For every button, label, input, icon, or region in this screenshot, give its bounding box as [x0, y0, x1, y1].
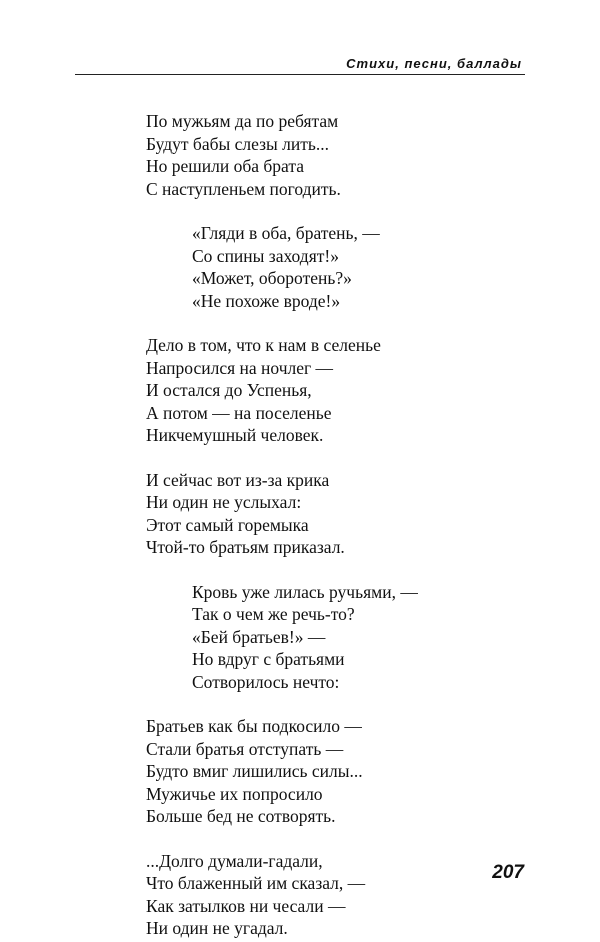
- stanza-7: [146, 850, 546, 940]
- poem-line: Что блаженный им сказал, —: [146, 873, 366, 893]
- poem-line: Так о чем же речь-то?: [192, 604, 355, 624]
- poem-line: По мужьям да по ребятам: [146, 111, 339, 131]
- stanza-4: [146, 469, 546, 559]
- poem-line: Стали братья отступать —: [146, 738, 344, 759]
- stanza-2: [192, 222, 546, 312]
- poem-line: Этот самый горемыка: [146, 514, 309, 535]
- poem-line: Дело в том, что к нам в селенье: [146, 335, 381, 355]
- poem-line: С наступленьем погодить.: [146, 178, 341, 199]
- poem-line: «Бей братьев!» —: [192, 626, 326, 647]
- poem-line: Никчемушный человек.: [146, 425, 324, 445]
- poem-line: И остался до Успенья,: [146, 380, 312, 400]
- stanza-5: [192, 581, 546, 694]
- poem-line: Мужичье их попросило: [146, 783, 323, 804]
- running-title: Стихи, песни, баллады: [346, 56, 522, 71]
- stanza-3: [146, 334, 546, 447]
- poem-line: Но вдруг с братьями: [192, 649, 345, 669]
- poem-line: Братьев как бы подкосило —: [146, 716, 362, 736]
- stanza-1: [146, 110, 546, 200]
- poem-line: Напросился на ночлег —: [146, 357, 334, 378]
- page-number: 207: [492, 862, 524, 883]
- poem-line: Кровь уже лилась ручьями, —: [192, 581, 418, 602]
- poem-line: «Гляди в оба, братень, —: [192, 223, 380, 243]
- poem-line: Ни один не угадал.: [146, 918, 288, 938]
- poem-line: «Может, оборотень?»: [192, 268, 352, 288]
- poem-line: Будто вмиг лишились силы...: [146, 761, 363, 781]
- poem-line: Ни один не услыхал:: [146, 492, 302, 512]
- poem-line: ...Долго думали-гадали,: [146, 850, 323, 871]
- poem-line: Больше бед не сотворять.: [146, 806, 336, 826]
- poem-line: Сотворилось нечто:: [192, 671, 340, 692]
- poem-line: И сейчас вот из-за крика: [146, 469, 330, 490]
- poem-line: А потом — на поселенье: [146, 402, 332, 423]
- stanza-6: [146, 715, 546, 828]
- poem-line: «Не похоже вроде!»: [192, 290, 341, 311]
- poem-line: Будут бабы слезы лить...: [146, 133, 330, 154]
- poem-line: Как затылков ни чесали —: [146, 895, 346, 916]
- header-rule: [75, 74, 525, 75]
- poem-line: Со спины заходят!»: [192, 245, 339, 266]
- poem-body: [146, 110, 546, 940]
- poem-line: Чтой-то братьям приказал.: [146, 537, 345, 557]
- poem-line: Но решили оба брата: [146, 156, 304, 176]
